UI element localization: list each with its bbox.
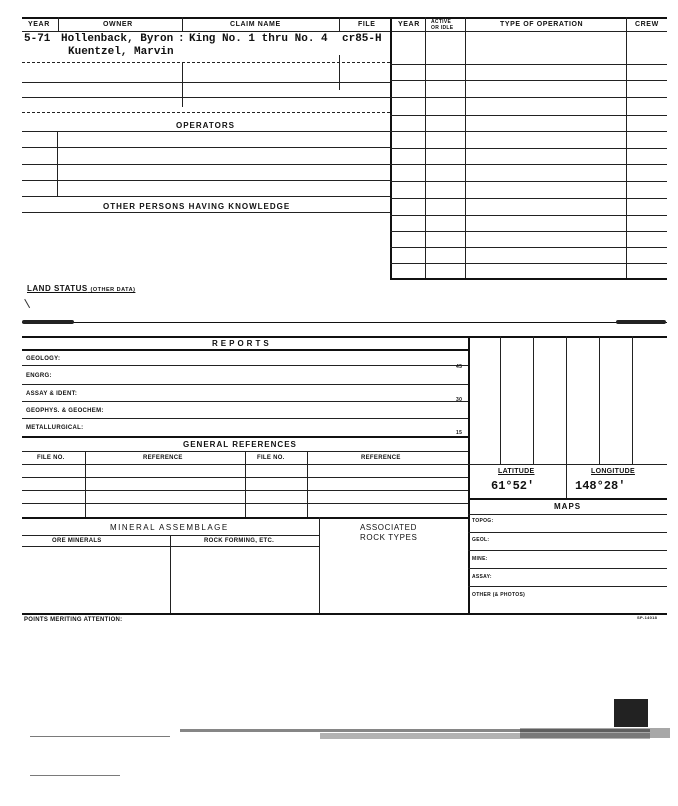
operators-heading: OPERATORS — [176, 121, 235, 130]
map-row-topog: TOPOG: — [472, 518, 494, 524]
entry-owner-2: Kuentzel, Marvin — [68, 46, 174, 58]
report-row-assay: ASSAY & IDENT: — [26, 391, 78, 397]
col-header-type-of-operation: TYPE OF OPERATION — [500, 21, 584, 28]
longitude-value: 148°28' — [575, 479, 626, 493]
map-row-other: OTHER (& PHOTOS) — [472, 592, 526, 598]
col-header-year-2: YEAR — [398, 21, 420, 28]
reports-heading: REPORTS — [212, 339, 272, 348]
col-header-or-idle: OR IDLE — [431, 25, 454, 31]
col-header-crew: CREW — [635, 21, 659, 28]
ref-header-file-no-1: FILE NO. — [37, 455, 65, 461]
col-header-owner: OWNER — [103, 21, 133, 28]
map-row-mine: MINE: — [472, 556, 488, 562]
latitude-label: LATITUDE — [498, 468, 535, 475]
mineral-header-rock-forming: ROCK FORMING, ETC. — [204, 538, 275, 544]
scale-15: 15 — [456, 430, 463, 436]
land-status-heading — [27, 284, 135, 293]
mineral-assemblage-heading: MINERAL ASSEMBLAGE — [110, 523, 229, 532]
scale-45: 45 — [456, 364, 463, 370]
map-row-geol: GEOL: — [472, 537, 490, 543]
entry-file: cr85-H — [342, 33, 382, 45]
mineral-header-ore: ORE MINERALS — [52, 538, 102, 544]
ref-header-reference-2: REFERENCE — [361, 455, 401, 461]
ref-header-file-no-2: FILE NO. — [257, 455, 285, 461]
scale-30: 30 — [456, 397, 463, 403]
form-number: SP-14018 — [637, 615, 658, 620]
col-header-year: YEAR — [28, 21, 50, 28]
other-persons-heading: OTHER PERSONS HAVING KNOWLEDGE — [103, 202, 291, 211]
associated-rock-types-line1: ASSOCIATED — [360, 523, 417, 532]
land-status-sub: (OTHER DATA) — [90, 287, 136, 293]
map-row-assay: ASSAY: — [472, 574, 492, 580]
land-status-label: LAND STATUS — [27, 284, 88, 293]
maps-heading: MAPS — [554, 502, 582, 511]
longitude-label: LONGITUDE — [591, 468, 635, 475]
points-meriting-attention: POINTS MERITING ATTENTION: — [24, 617, 123, 623]
col-header-file: FILE — [358, 21, 376, 28]
report-row-metallurgical: METALLURGICAL: — [26, 425, 84, 431]
associated-rock-types-line2: ROCK TYPES — [360, 533, 418, 542]
general-references-heading: GENERAL REFERENCES — [183, 440, 297, 449]
entry-claim-name: King No. 1 thru No. 4 — [189, 33, 328, 45]
report-row-engrg: ENGRG: — [26, 373, 52, 379]
ref-header-reference-1: REFERENCE — [143, 455, 183, 461]
report-row-geology: GEOLOGY: — [26, 356, 61, 362]
entry-owner: Hollenback, Byron — [61, 33, 174, 45]
latitude-value: 61°52' — [491, 479, 535, 493]
col-header-claim-name: CLAIM NAME — [230, 21, 281, 28]
entry-year: 5-71 — [24, 33, 51, 45]
report-row-geophys: GEOPHYS. & GEOCHEM: — [26, 408, 104, 414]
col-header-active: ACTIVE — [431, 19, 452, 25]
